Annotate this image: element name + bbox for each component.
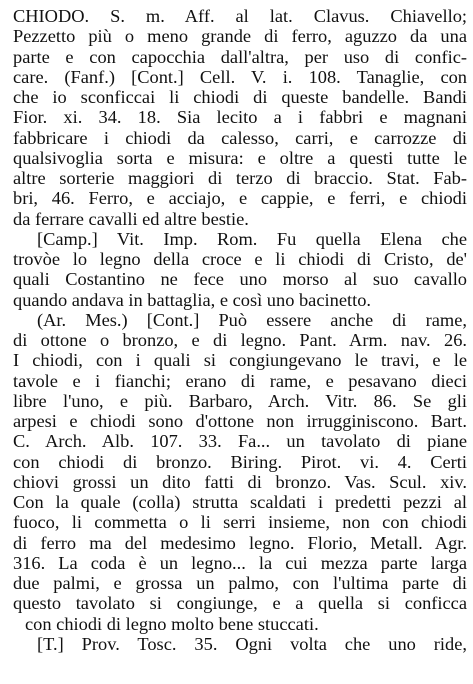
text-line: I chiodi, con i quali si congiungevano le travi, e le — [13, 350, 467, 371]
text-line: [T.] Prov. Tosc. 35. Ogni volta che uno ride, — [37, 633, 467, 654]
paragraph-arti-mestieri — [13, 310, 467, 634]
text-line: chiovi grossi un dito fatti di bronzo. Vas. Scul. xiv. — [13, 471, 467, 492]
entry-paragraph-chiodo — [13, 6, 467, 229]
text-line: da ferrare cavalli ed altre bestie. — [13, 208, 249, 229]
text-line: fuoco, li commetta o li serri insieme, non con chiodi — [13, 512, 467, 533]
text-line: [Camp.] Vit. Imp. Rom. Fu quella Elena che — [37, 228, 467, 249]
text-line: trovòe lo legno della croce e li chiodi di Cristo, de' — [13, 249, 467, 269]
text-line: con chiodi di legno molto bene stuccati. — [25, 613, 319, 634]
text-line: che io sconficcai li chiodi di queste bandelle. Bandi — [13, 87, 467, 107]
text-line: quando andava in battaglia, e così uno bacinetto. — [13, 289, 371, 310]
text-line: qualsivoglia sorta e misura: e oltre a questi tutte le — [13, 147, 467, 168]
text-line: due palmi, e grossa un palmo, con l'ultima parte di — [13, 573, 467, 593]
text-line: questo tavolato si congiunge, e a quella si conficca — [13, 593, 467, 614]
text-line: libre l'uno, e più. Barbaro, Arch. Vitr. 86. Se gli — [13, 390, 467, 411]
text-line: CHIODO. S. m. Aff. al lat. Clavus. Chiavello; — [13, 6, 467, 26]
text-line: di ferro ma del medesimo legno. Florio, Metall. Agr. — [13, 532, 467, 553]
text-line: Fior. xi. 34. 18. Sia lecito a i fabbri e magnani — [13, 107, 467, 128]
text-line: tavole e i fianchi; erano di rame, e pesavano dieci — [13, 370, 467, 391]
text-line: Pezzetto più o meno grande di ferro, aguzzo da una — [13, 26, 467, 47]
text-line: bri, 46. Ferro, e acciajo, e cappie, e ferri, e chiodi — [13, 188, 467, 209]
text-line: Con la quale (colla) strutta scaldati i predetti pezzi al — [13, 492, 467, 512]
text-line: arpesi e chiodi sono d'ottone non irrugginiscono. Bart. — [13, 411, 467, 431]
text-line: parte e con capocchia dall'altra, per uso di confic- — [13, 46, 467, 67]
paragraph-toscani — [13, 634, 467, 654]
text-line: C. Arch. Alb. 107. 33. Fa... un tavolato di piane — [13, 431, 467, 452]
text-line: altre sorterie maggiori di terzo di braccio. Stat. Fab- — [13, 168, 467, 188]
text-line: di ottone o bronzo, e di legno. Pant. Arm. nav. 26. — [13, 330, 467, 350]
text-line: (Ar. Mes.) [Cont.] Può essere anche di rame, — [37, 309, 467, 330]
text-line: quali Costantino ne fece uno morso al suo cavallo — [13, 269, 467, 290]
text-line: con chiodi di bronzo. Biring. Pirot. vi. 4. Certi — [13, 451, 467, 472]
text-line: fabbricare i chiodi da calesso, carri, e carrozze di — [13, 127, 467, 148]
text-line: 316. La coda è un legno... la cui mezza parte larga — [13, 552, 467, 573]
paragraph-campagna — [13, 229, 467, 310]
text-line: care. (Fanf.) [Cont.] Cell. V. i. 108. Tanaglie, con — [13, 66, 467, 87]
